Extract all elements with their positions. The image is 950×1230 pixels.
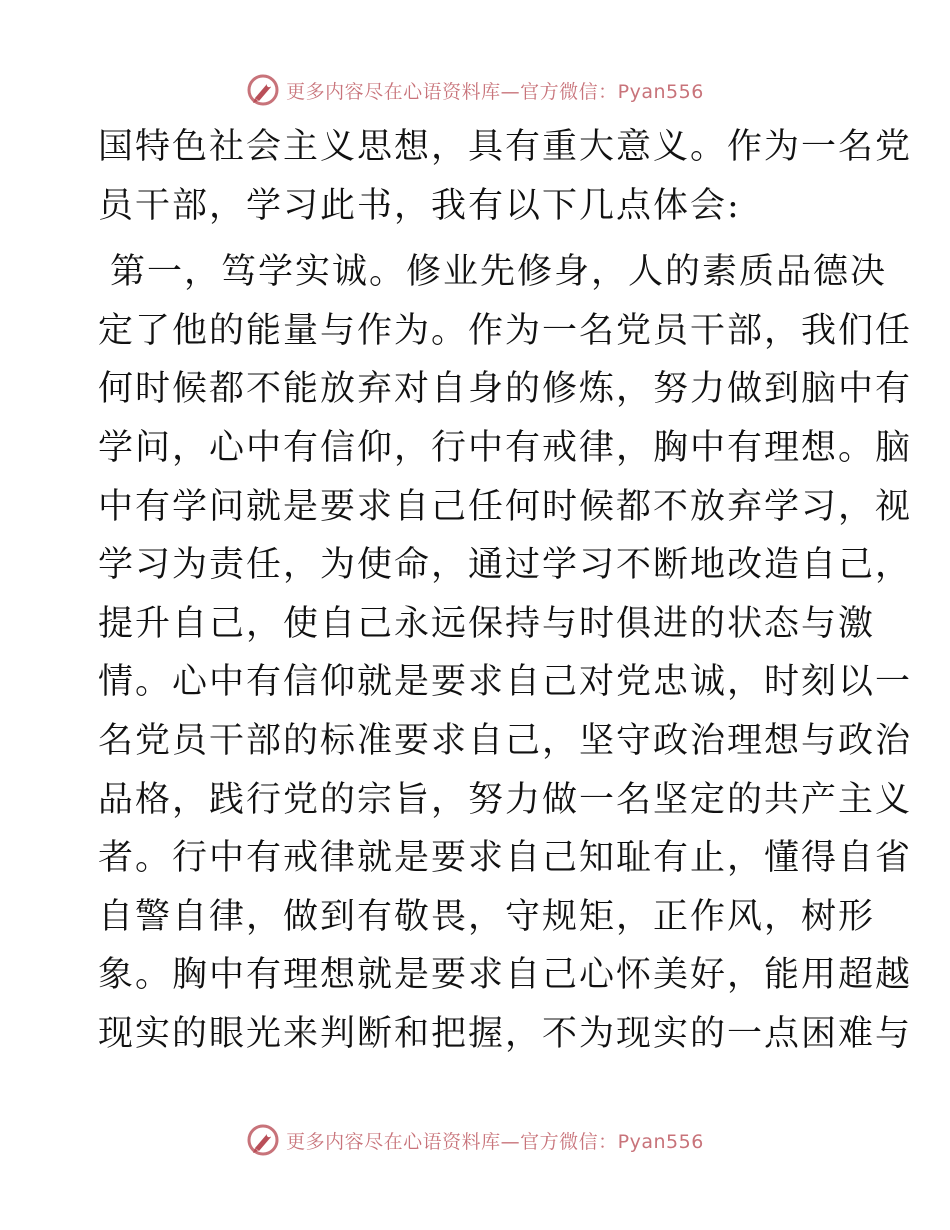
header-watermark-text: 更多内容尽在心语资料库—官方微信：Pyan556	[286, 80, 704, 103]
text-line: 员干部，学习此书，我有以下几点体会:	[98, 185, 741, 226]
header-watermark	[0, 70, 950, 110]
footer-watermark-text: 更多内容尽在心语资料库—官方微信：Pyan556	[286, 1130, 704, 1153]
text-line: 定了他的能量与作为。作为一名党员干部，我们任	[98, 310, 913, 351]
text-line: 学问，心中有信仰，行中有戒律，胸中有理想。脑	[98, 427, 913, 468]
text-line: 国特色社会主义思想，具有重大意义。作为一名党	[98, 127, 913, 167]
text-line: 中有学问就是要求自己任何时候都不放弃学习，视	[98, 486, 913, 527]
pen-logo-icon	[246, 73, 280, 107]
text-line: 自警自律，做到有敬畏，守规矩，正作风，树形	[98, 896, 876, 937]
text-line: 者。行中有戒律就是要求自己知耻有止，懂得自省	[98, 838, 913, 879]
pen-logo-icon	[246, 1123, 280, 1157]
text-line: 象。胸中有理想就是要求自己心怀美好，能用超越	[98, 955, 913, 996]
text-line: 现实的眼光来判断和把握，不为现实的一点困难与	[98, 1013, 913, 1054]
document-body	[98, 118, 913, 1064]
text-line: 学习为责任，为使命，通过学习不断地改造自己，	[98, 545, 913, 586]
paragraph-start-line: 第一，笃学实诚。修业先修身，人的素质品德决	[110, 252, 888, 293]
text-line: 情。心中有信仰就是要求自己对党忠诚，时刻以一	[98, 662, 913, 703]
text-line: 何时候都不能放弃对自身的修炼，努力做到脑中有	[98, 369, 913, 410]
text-line: 提升自己，使自己永远保持与时俱进的状态与激	[98, 603, 876, 644]
text-line: 品格，践行党的宗旨，努力做一名坚定的共产主义	[98, 779, 913, 820]
footer-watermark	[0, 1120, 950, 1160]
text-line: 名党员干部的标准要求自己，坚守政治理想与政治	[98, 720, 913, 761]
